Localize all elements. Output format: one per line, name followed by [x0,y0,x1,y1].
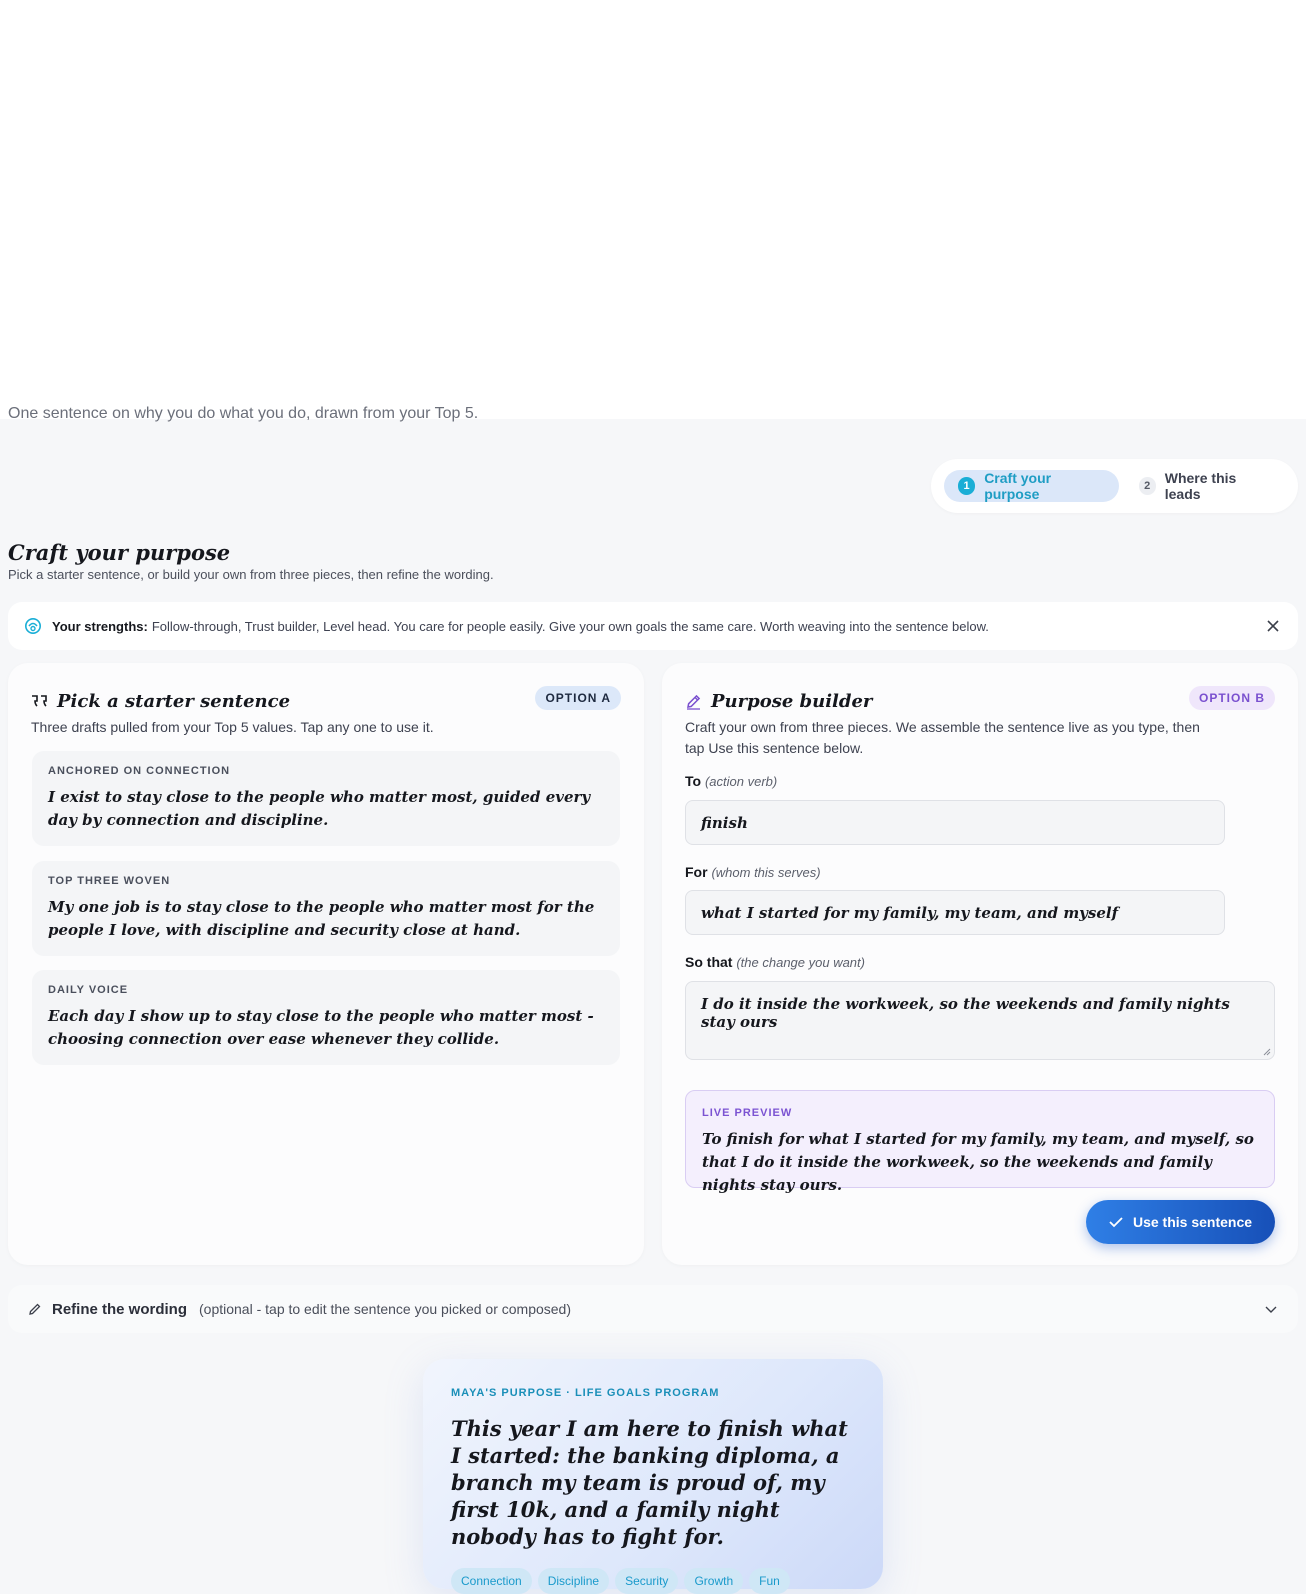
value-chip: Security [615,1568,678,1594]
refine-hint: (optional - tap to edit the sentence you picked or composed) [199,1301,571,1317]
starter-sentence-daily-voice[interactable] [32,970,620,1065]
starter-tag: DAILY VOICE [48,984,129,996]
for-hint: (whom this serves) [711,865,821,880]
starter-tag: TOP THREE WOVEN [48,875,171,887]
live-preview [685,1090,1275,1194]
for-field-label [685,864,821,880]
purpose-card [423,1359,883,1589]
strength-icon [24,617,42,635]
so-that-field-label [685,954,865,970]
step-where-this-leads[interactable] [1131,470,1285,502]
for-input[interactable]: what I started for my family, my team, and myself [685,890,1225,935]
check-icon [1109,1216,1123,1228]
so-that-hint: (the change you want) [736,955,865,970]
option-a-badge: OPTION A [535,686,621,710]
use-sentence-label: Use this sentence [1132,1214,1253,1230]
blank-region [0,0,1306,419]
value-chip: Connection [451,1568,532,1594]
starter-text: I exist to stay close to the people who matter most, guided every day by connection and discipline. [48,788,591,829]
use-sentence-button[interactable] [1086,1200,1275,1244]
value-chip: Discipline [538,1568,609,1594]
starter-sentence-top-three[interactable] [32,861,620,956]
option-b-badge: OPTION B [1189,686,1275,710]
to-hint: (action verb) [704,774,778,789]
to-input[interactable]: finish [685,800,1225,845]
value-chip: Growth [684,1568,743,1594]
option-a-title: Pick a starter sentence [57,691,291,712]
section-title: Craft your purpose [8,540,231,565]
strengths-text: Follow-through, Trust builder, Level head. You care for people easily. Give your own goals the same care. Worth weaving into the sentence below. [151,618,989,634]
value-chip: Fun [749,1568,790,1594]
starter-sentence-connection[interactable] [32,751,620,846]
preview-tag: LIVE PREVIEW [702,1107,793,1119]
refine-label: Refine the wording [52,1300,187,1318]
to-field-label [685,773,777,789]
step-number: 2 [1139,477,1156,495]
step-craft-purpose[interactable] [944,470,1119,502]
option-a-header [31,691,290,712]
option-b-title: Purpose builder [711,691,873,712]
quote-icon [31,695,48,709]
option-a-description: Three drafts pulled from your Top 5 values. Tap any one to use it. [31,719,434,735]
for-label: For [685,864,708,880]
option-a-card [8,663,644,1265]
to-label: To [685,773,702,789]
starter-text: My one job is to stay close to the people who matter most for the people I love, with discipline and security close at hand. [48,898,595,939]
option-b-description: Craft your own from three pieces. We assemble the sentence live as you type, then tap Use this sentence below. [685,719,1200,756]
so-that-label: So that [685,954,733,970]
page-subtitle: One sentence on why you do what you do, drawn from your Top 5. [8,405,479,422]
purpose-card-tag: MAYA'S PURPOSE · LIFE GOALS PROGRAM [451,1387,720,1399]
refine-wording-toggle[interactable] [8,1285,1298,1333]
strengths-banner [8,602,1298,650]
pencil-icon [28,1302,42,1316]
so-that-value: I do it inside the workweek, so the weekends and family nights stay ours [701,995,1230,1031]
option-b-header [685,691,872,712]
value-chips [451,1568,855,1594]
stepper [931,459,1298,513]
step-label: Where this leads [1164,470,1237,502]
option-b-card [662,663,1298,1265]
so-that-textarea[interactable] [685,981,1275,1060]
purpose-statement: This year I am here to finish what I started: the banking diploma, a branch my team is proud of, my first 10k, and a family night nobody has to fight for. [451,1416,848,1549]
strengths-label: Your strengths: [52,618,148,634]
step-label: Craft your purpose [984,470,1052,502]
starter-text: Each day I show up to stay close to the people who matter most - choosing connection over ease whenever they collide. [48,1007,594,1048]
resize-handle-icon[interactable] [1263,1048,1271,1056]
section-subtitle: Pick a starter sentence, or build your own from three pieces, then refine the wording. [8,567,494,582]
preview-text: To finish for what I started for my family, my team, and myself, so that I do it inside the workweek, so the weekends and family nights stay ours. [702,1130,1254,1194]
starter-tag: ANCHORED ON CONNECTION [48,765,231,777]
step-number: 1 [958,477,975,495]
chevron-down-icon [1264,1302,1278,1316]
close-icon[interactable] [1264,617,1282,635]
pencil-icon [685,693,702,710]
